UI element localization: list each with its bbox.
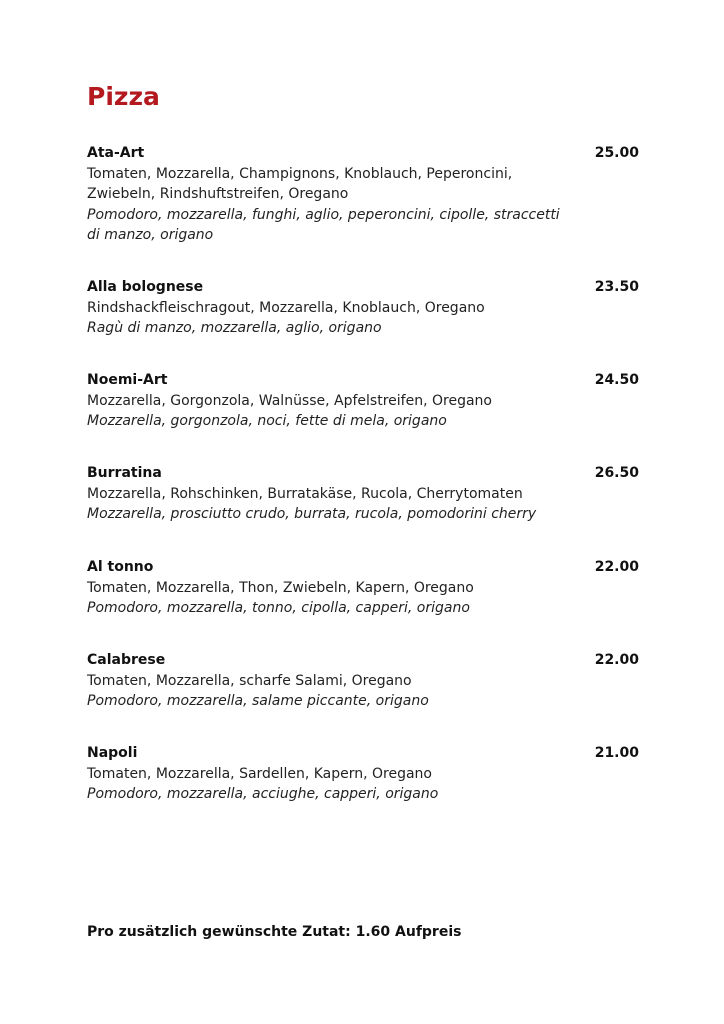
menu-item-noemi-art bbox=[87, 370, 639, 432]
item-description-de: Rindshackfleischragout, Mozzarella, Knoblauch, Oregano bbox=[87, 299, 485, 316]
item-description-de: Tomaten, Mozzarella, scharfe Salami, Oregano bbox=[87, 672, 412, 689]
item-name: Alla bolognese bbox=[87, 279, 204, 295]
item-description-it: Pomodoro, mozzarella, salame piccante, origano bbox=[87, 693, 429, 709]
item-price: 23.50 bbox=[594, 279, 639, 295]
item-description-it: Mozzarella, gorgonzola, noci, fette di mela, origano bbox=[87, 413, 447, 429]
item-description-de: Tomaten, Mozzarella, Champignons, Knoblauch, Peperoncini, Zwiebeln, Rindshuftstreifen, Oregano bbox=[87, 165, 513, 202]
item-description-it: Pomodoro, mozzarella, acciughe, capperi, origano bbox=[87, 786, 439, 802]
item-price: 22.00 bbox=[594, 652, 639, 668]
item-description-de: Mozzarella, Gorgonzola, Walnüsse, Apfelstreifen, Oregano bbox=[87, 392, 492, 409]
item-description-de: Tomaten, Mozzarella, Sardellen, Kapern, Oregano bbox=[87, 765, 432, 782]
menu-item-calabrese bbox=[87, 650, 639, 712]
item-description-it: Mozzarella, prosciutto crudo, burrata, rucola, pomodorini cherry bbox=[87, 506, 537, 522]
menu-item-al-tonno bbox=[87, 557, 639, 619]
page-title: Pizza bbox=[87, 82, 160, 111]
item-price: 22.00 bbox=[594, 559, 639, 575]
item-name: Napoli bbox=[87, 745, 138, 761]
item-description-it: Pomodoro, mozzarella, funghi, aglio, peperoncini, cipolle, straccetti di manzo, origano bbox=[87, 206, 560, 243]
item-price: 24.50 bbox=[594, 372, 639, 388]
item-price: 26.50 bbox=[594, 465, 639, 481]
menu-item-ata-art bbox=[87, 143, 639, 246]
menu-item-alla-bolognese bbox=[87, 277, 639, 339]
item-name: Burratina bbox=[87, 465, 162, 481]
item-description-de: Tomaten, Mozzarella, Thon, Zwiebeln, Kapern, Oregano bbox=[87, 579, 474, 596]
item-price: 25.00 bbox=[594, 145, 639, 161]
menu-item-burratina bbox=[87, 463, 639, 525]
item-name: Al tonno bbox=[87, 559, 154, 575]
item-description-de: Mozzarella, Rohschinken, Burratakäse, Rucola, Cherrytomaten bbox=[87, 485, 523, 502]
item-price: 21.00 bbox=[594, 745, 639, 761]
item-name: Noemi-Art bbox=[87, 372, 168, 388]
item-description-it: Pomodoro, mozzarella, tonno, cipolla, capperi, origano bbox=[87, 600, 470, 616]
item-description-it: Ragù di manzo, mozzarella, aglio, origano bbox=[87, 320, 382, 336]
item-name: Ata-Art bbox=[87, 145, 145, 161]
item-name: Calabrese bbox=[87, 652, 166, 668]
extra-ingredient-note: Pro zusätzlich gewünschte Zutat: 1.60 Aufpreis bbox=[87, 924, 462, 940]
menu-item-napoli bbox=[87, 743, 639, 805]
